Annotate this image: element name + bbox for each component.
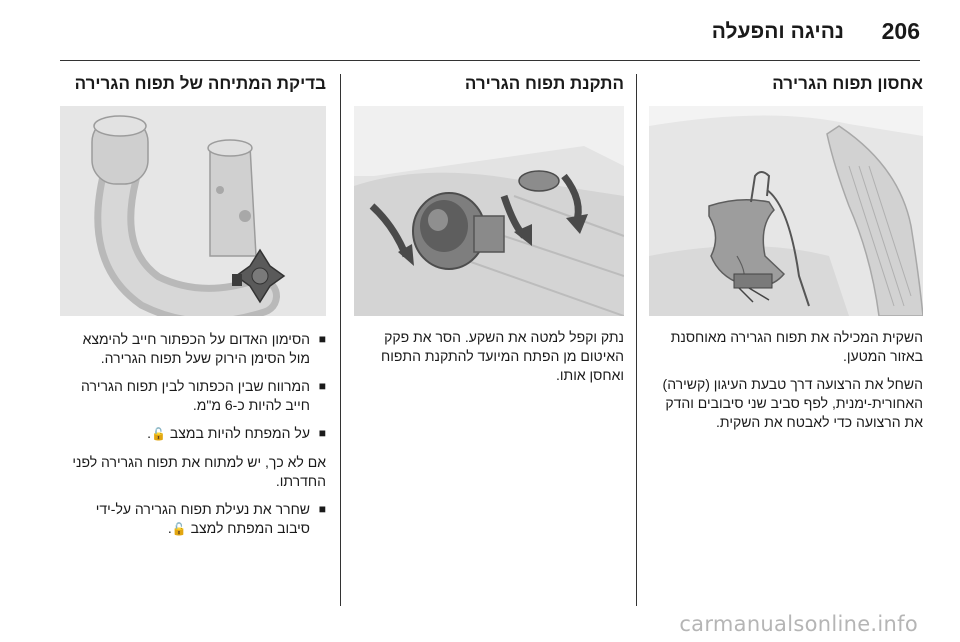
bullet-square-icon: ■ [318, 502, 326, 516]
installation-paragraph: נתק וקפל למטה את השקע. הסר את פקק האיטום מן הפתח המיועד להתקנת התפוח ואחסן אותו. [381, 329, 624, 383]
check-bullet-1 [60, 330, 326, 368]
watermark: carmanualsonline.info [679, 612, 918, 636]
check-bullet-3-text: על המפתח להיות במצב [169, 425, 310, 441]
installation-text [354, 328, 624, 385]
page-number: 206 [881, 18, 920, 44]
installation-illustration [354, 106, 624, 316]
check-bullet-2-text: המרווח שבין הכפתור לבין תפוח הגרירה חייב להיות כ-6 מ"מ. [80, 378, 310, 413]
column-check [60, 74, 326, 606]
storage-illustration [649, 106, 923, 316]
storage-text [649, 328, 923, 432]
installation-title: התקנת תפוח הגרירה [464, 74, 624, 93]
check-bullet-4 [60, 500, 326, 539]
check-bullet-4-text: שחרר את נעילת תפוח הגרירה על-ידי סיבוב המפתח למצב [95, 501, 310, 536]
unlock-icon: 🔓 [151, 427, 166, 441]
period: . [167, 520, 172, 536]
check-paragraph: אם לא כך, יש למתוח את תפוח הגרירה לפני החדרתו. [72, 454, 326, 489]
check-bullet-2 [60, 377, 326, 415]
unlock-icon: 🔓 [171, 522, 187, 536]
header-rule [60, 60, 920, 61]
period: . [147, 425, 152, 441]
page-header [0, 0, 960, 58]
section-title: נהיגה והפעלה [711, 20, 844, 43]
check-title: בדיקת המתיחה של תפוח הגרירה [74, 74, 326, 93]
column-divider [636, 74, 637, 606]
column-storage [649, 74, 923, 606]
column-divider [340, 74, 341, 606]
bullet-square-icon: ■ [318, 332, 326, 346]
bullet-square-icon: ■ [318, 379, 326, 393]
check-bullets [60, 330, 326, 444]
check-bullet-1-text: הסימון האדום על הכפתור חייב להימצא מול הסימן הירוק שעל תפוח הגרירה. [82, 331, 310, 366]
check-bullet-3 [60, 424, 326, 444]
storage-title: אחסון תפוח הגרירה [772, 74, 923, 93]
bullet-square-icon: ■ [318, 426, 326, 440]
column-installation [354, 74, 624, 606]
check-bullets-2 [60, 500, 326, 539]
towbar-illustration [60, 106, 326, 316]
storage-paragraph-1: השקית המכילה את תפוח הגרירה מאוחסנת באזור המטען. [670, 329, 923, 364]
storage-paragraph-2: השחל את הרצועה דרך טבעת העיגון (קשירה) האחורית-ימנית, לפף סביב שני סיבובים והדק את הרצועה כדי לאבטח את השקית. [662, 376, 923, 430]
